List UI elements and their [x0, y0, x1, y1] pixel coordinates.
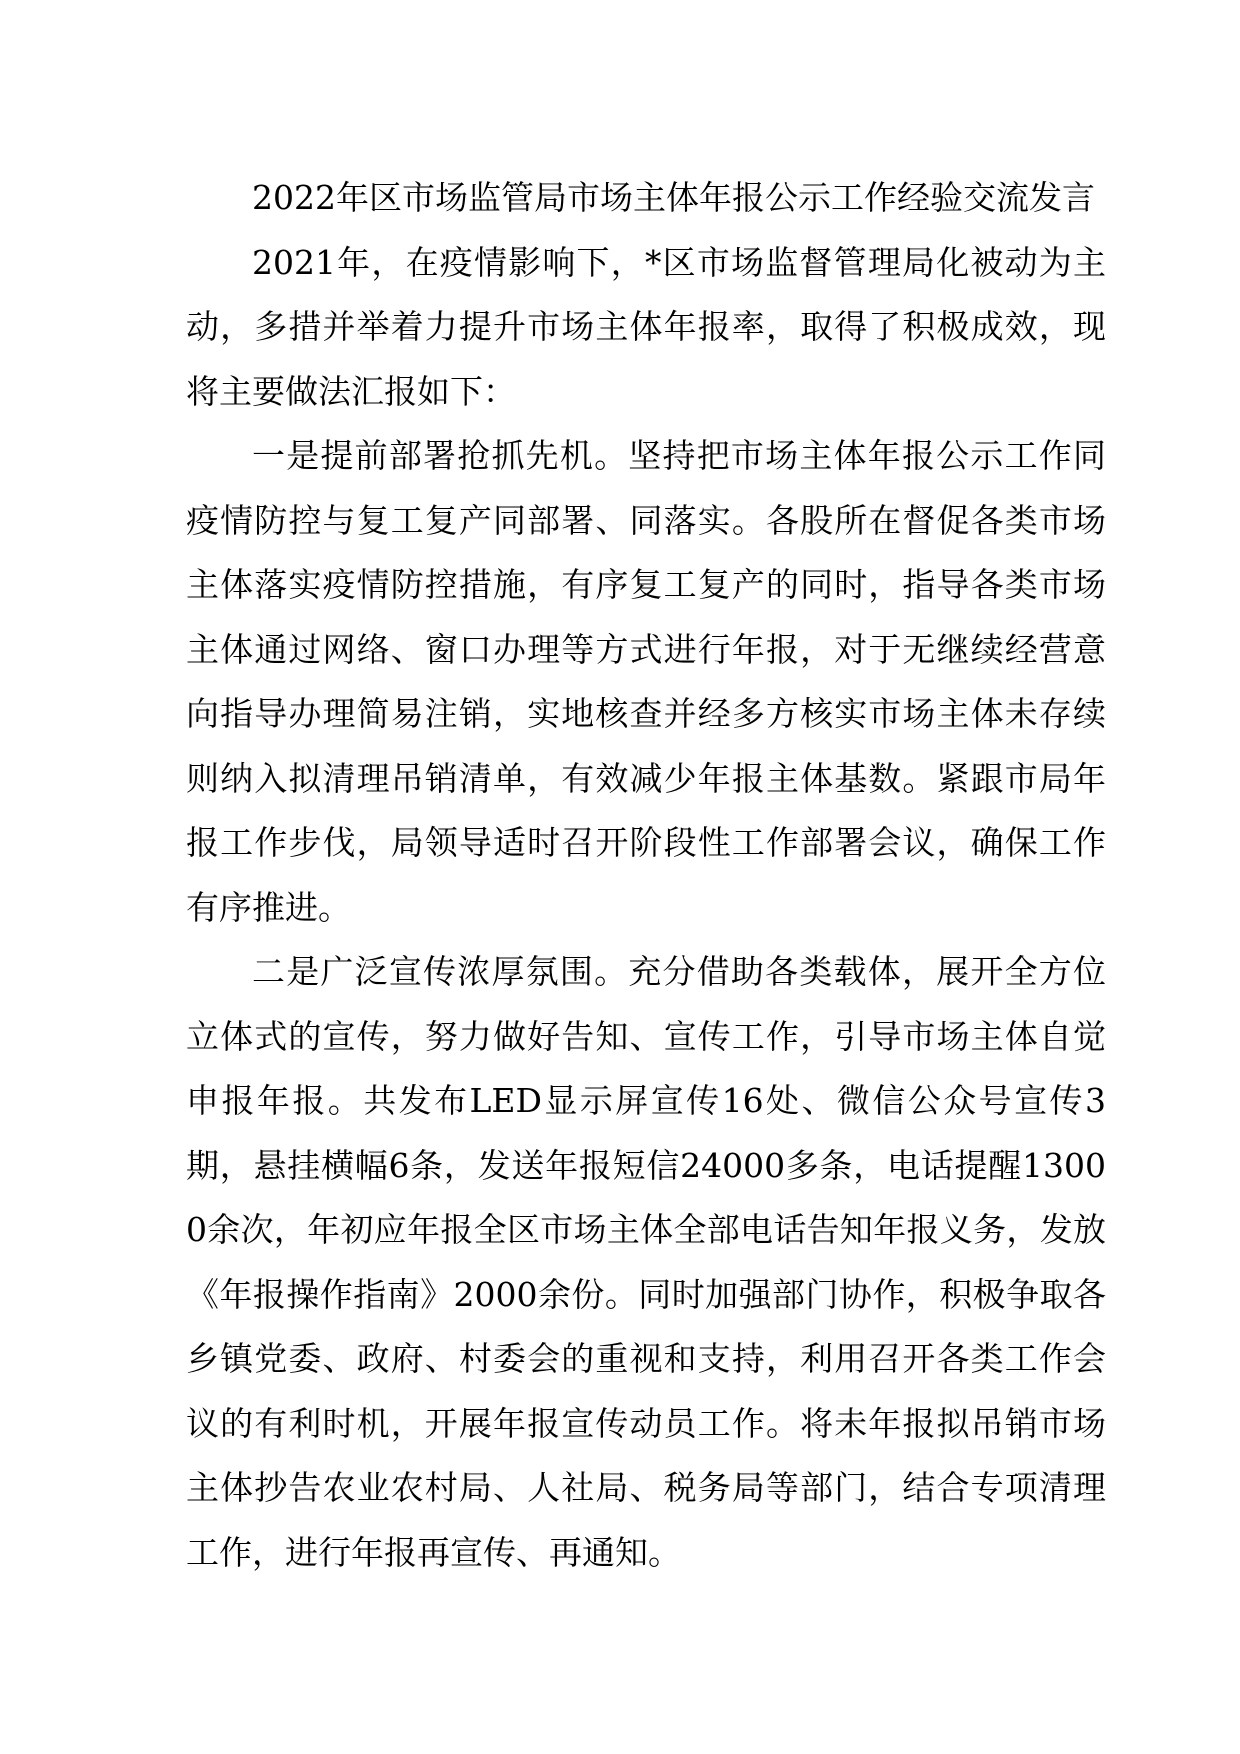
- document-body: [186, 166, 1106, 1585]
- paragraph-intro: 2021年，在疫情影响下，*区市场监督管理局化被动为主动，多措并举着力提升市场主体年报率，取得了积极成效，现将主要做法汇报如下：: [186, 242, 1106, 411]
- document-title: 2022年区市场监管局市场主体年报公示工作经验交流发言: [252, 178, 1095, 217]
- paragraph-point-two: 二是广泛宣传浓厚氛围。充分借助各类载体，展开全方位立体式的宣传，努力做好告知、宣传工作，引导市场主体自觉申报年报。共发布LED显示屏宣传16处、微信公众号宣传3期，悬挂横幅6条，发送年报短信24000多条，电话提醒13000余次，年初应年报全区市场主体全部电话告知年报义务，发放《年报操作指南》2000余份。同时加强部门协作，积极争取各乡镇党委、政府、村委会的重视和支持，利用召开各类工作会议的有利时机，开展年报宣传动员工作。将未年报拟吊销市场主体抄告农业农村局、人社局、税务局等部门，结合专项清理工作，进行年报再宣传、再通知。: [186, 952, 1106, 1572]
- paragraph-point-one: 一是提前部署抢抓先机。坚持把市场主体年报公示工作同疫情防控与复工复产同部署、同落实。各股所在督促各类市场主体落实疫情防控措施，有序复工复产的同时，指导各类市场主体通过网络、窗口办理等方式进行年报，对于无继续经营意向指导办理简易注销，实地核查并经多方核实市场主体未存续则纳入拟清理吊销清单，有效减少年报主体基数。紧跟市局年报工作步伐，局领导适时召开阶段性工作部署会议，确保工作有序推进。: [186, 436, 1106, 927]
